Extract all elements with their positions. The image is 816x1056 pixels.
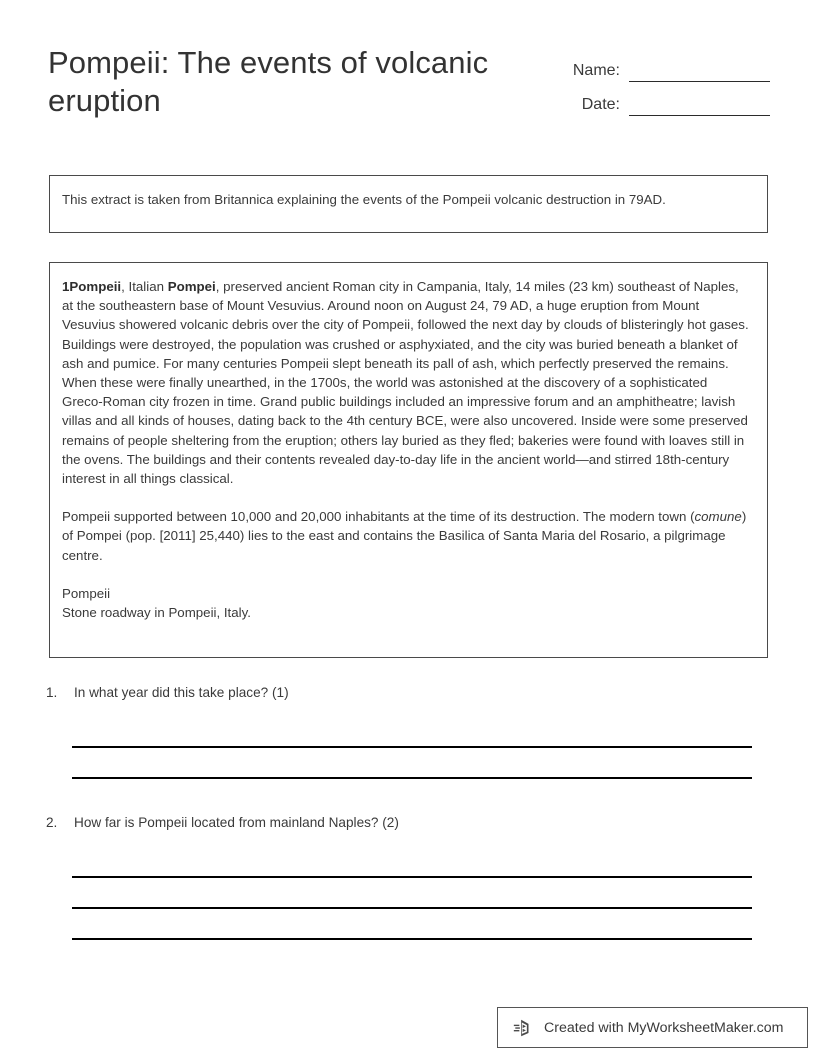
caption-text: Stone roadway in Pompeii, Italy. <box>62 605 251 621</box>
extract-comune-term: comune <box>694 509 742 525</box>
name-date-block <box>540 48 770 116</box>
extract-p1-rest: , preserved ancient Roman city in Campania, Italy, 14 miles (23 km) southeast of Naples, at the southeastern base of Mount Vesuvius. Around noon on August 24, 79 AD, a huge eruption from Mount Vesuvius showered volcanic debris over the city of Pompeii, followed the next day by clouds of blisteringly hot gases. Buildings were destroyed, the population was crushed or asphyxiated, and the city was buried beneath a blanket of ash and pumice. For many centuries Pompeii slept beneath its pall of ash, which perfectly preserved the remains. When these were finally unearthed, in the 1700s, the world was astonished at the discovery of a sophisticated Greco-Roman city frozen in time. Grand public buildings included an impressive forum and an amphitheatre; lavish villas and all kinds of houses, dating back to the 4th century BCE, were also uncovered. Inside were some preserved remains of people sheltering from the eruption; others lay buried as they fled; bakeries were found with loaves still in the ovens. The buildings and their contents revealed day-to-day life in the ancient world—and stirred 18th-century interest in all things classical. <box>62 279 749 487</box>
name-label: Name: <box>572 62 620 79</box>
footer-credit-text: Created with MyWorksheetMaker.com <box>544 1019 784 1036</box>
question-1-answer-area[interactable] <box>0 700 816 779</box>
caption-title: Pompeii <box>62 585 111 601</box>
page-header <box>0 0 816 150</box>
date-label: Date: <box>581 96 620 113</box>
answer-line[interactable] <box>72 909 752 940</box>
extract-paragraph-1 <box>62 277 751 488</box>
name-row <box>540 48 770 82</box>
extract-paragraph-2 <box>62 507 751 565</box>
name-input-line[interactable] <box>629 61 770 82</box>
extract-caption <box>62 584 751 622</box>
extract-p1-part1: , Italian <box>121 279 168 294</box>
question-2-heading <box>0 815 816 830</box>
answer-line[interactable] <box>72 748 752 779</box>
page-title: Pompeii: The events of volcanic eruption <box>48 45 489 118</box>
question-1-number: 1. <box>46 685 58 700</box>
question-2-text: How far is Pompeii located from mainland Naples? (2) <box>74 815 399 830</box>
question-item-2 <box>0 815 816 940</box>
footer-credit-badge[interactable] <box>497 1007 808 1048</box>
question-item-1 <box>0 685 816 779</box>
question-1-heading <box>0 685 816 700</box>
question-1-text: In what year did this take place? (1) <box>74 685 289 700</box>
date-row <box>540 82 770 116</box>
questions-section <box>0 685 816 940</box>
question-spacer <box>0 779 816 815</box>
answer-line[interactable] <box>72 717 752 748</box>
instruction-text: This extract is taken from Britannica explaining the events of the Pompeii volcanic destruction in 79AD. <box>62 192 666 207</box>
extract-italian-term: Pompei <box>167 279 216 294</box>
extract-lead-term: 1Pompeii <box>62 279 122 294</box>
extract-p2-part1: Pompeii supported between 10,000 and 20,000 inhabitants at the time of its destruction. The modern town ( <box>62 509 695 525</box>
date-input-line[interactable] <box>629 95 770 116</box>
extract-p2-part2: ) of Pompei (pop. [2011] 25,440) lies to the east and contains the Basilica of Santa Maria del Rosario, a pilgrimage centre. <box>62 509 747 563</box>
question-2-answer-area[interactable] <box>0 830 816 940</box>
answer-line[interactable] <box>72 878 752 909</box>
instruction-box <box>49 175 768 233</box>
question-2-number: 2. <box>46 815 58 830</box>
extract-box <box>49 262 768 658</box>
answer-line[interactable] <box>72 847 752 878</box>
worksheet-maker-logo-icon <box>512 1017 534 1039</box>
